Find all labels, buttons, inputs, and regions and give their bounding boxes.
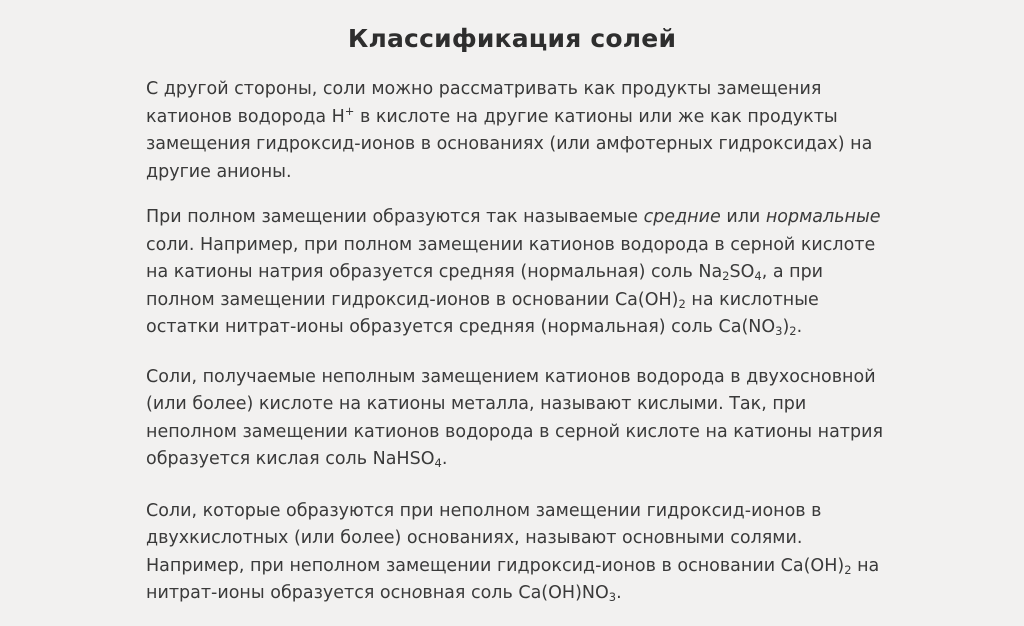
subscript-index: 2 [844, 562, 852, 577]
text-run: соли. Например, при полном замещении катионов водорода в серной кислоте на катионы натрия образуется средняя (нормальная) соль Na [146, 234, 876, 282]
text-run: в кислоте на другие катионы или же как продукты замещения гидроксид-ионов в основаниях (или амфотерных гидроксидах) на другие анионы. [146, 106, 873, 182]
subscript-index: 3 [775, 324, 783, 338]
text-run: . [796, 317, 803, 337]
subscript-index: 3 [608, 590, 617, 604]
text-run: . [441, 449, 448, 469]
paragraph-substitution-intro [146, 76, 886, 186]
slide-title: Классификация солей [347, 24, 677, 53]
superscript-charge: + [344, 103, 355, 118]
subscript-index: 2 [678, 296, 686, 311]
slide-content [146, 76, 886, 626]
paragraph-basic-salts [146, 498, 886, 608]
text-run: Соли, которые образуются при неполном замещении гидроксид-ионов в двухкислотных (или более) основаниях, называют осн [146, 500, 822, 548]
subscript-index: 2 [722, 269, 730, 283]
text-run: SO [729, 262, 755, 282]
text-run: вными солями. Например, при неполном замещении гидроксид-ионов в основании Са(ОН) [146, 528, 845, 576]
text-run: на нитрат-ионы образуется осн [146, 555, 880, 603]
emphasis-stress: о [411, 583, 423, 603]
subscript-index: 4 [754, 269, 762, 283]
emphasis-stress: о [653, 528, 665, 548]
text-run: . [616, 583, 622, 603]
subscript-index: 4 [434, 456, 442, 470]
text-run: При полном замещении образуются так называемые [146, 207, 644, 227]
emphasis-term: средние [643, 207, 721, 227]
text-run: С другой стороны, соли можно рассматривать как продукты замещения катионов водорода Н [146, 79, 822, 127]
text-run: вная соль Са(ОН)NO [422, 583, 609, 603]
text-run: Соли, получаемые неполным замещением катионов водорода в двухосновной (или более) кислоте на катионы металла, называют кислыми. Так, при неполном замещении катионов водорода в серной кислоте на катионы натрия образуется кислая соль NaHSO [146, 366, 883, 469]
paragraph-acid-salts [146, 364, 886, 474]
text-run: или [720, 207, 766, 227]
paragraph-normal-salts [146, 204, 886, 342]
text-run: ) [782, 317, 790, 337]
emphasis-term: нормальные [765, 207, 881, 227]
subscript-index: 2 [789, 324, 797, 338]
text-run: , а при полном замещении гидроксид-ионов в основании Са(ОН) [146, 262, 824, 310]
text-run: на кислотные остатки нитрат-ионы образуется средняя (нормальная) соль Са(NO [146, 289, 819, 337]
